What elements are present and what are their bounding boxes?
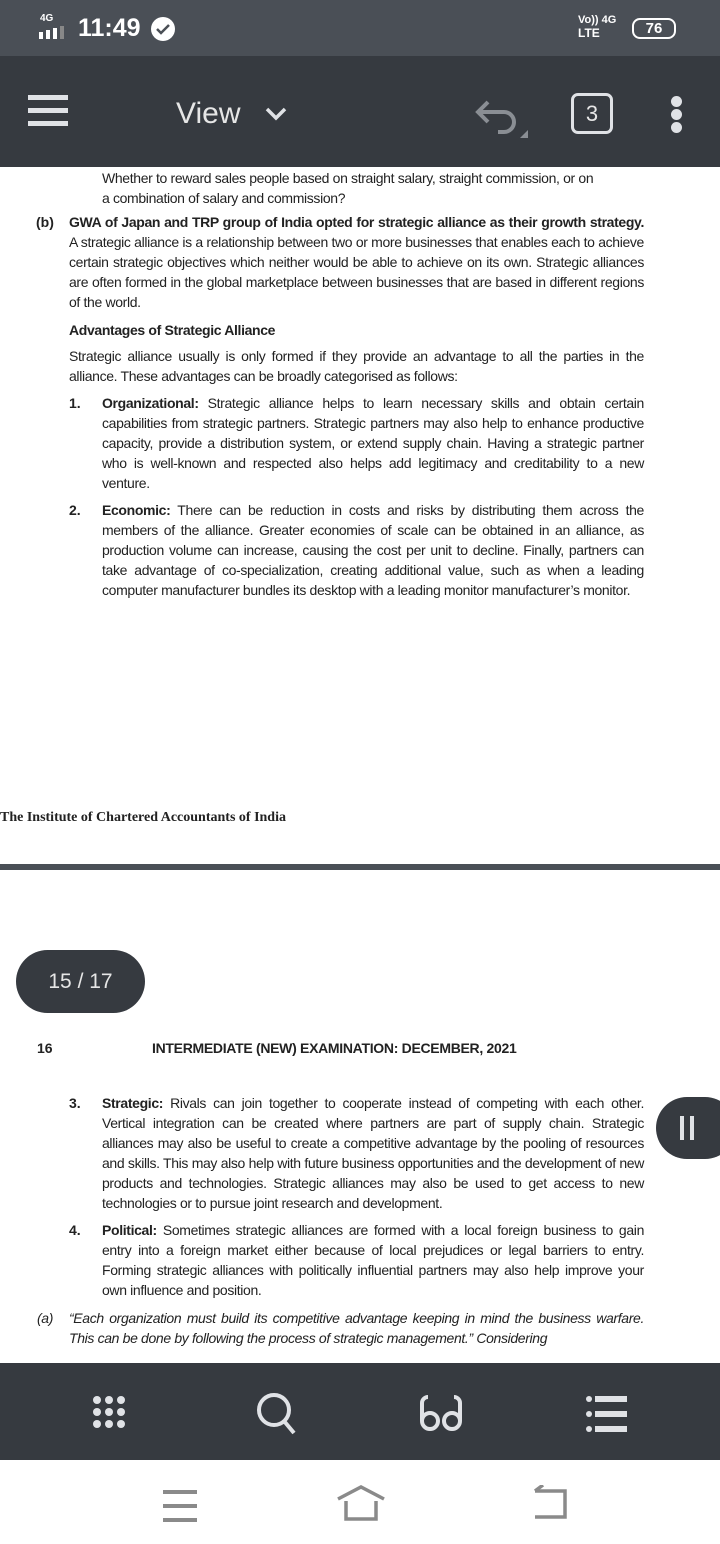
- tabs-button[interactable]: 3: [571, 93, 613, 134]
- item-title: Economic:: [102, 502, 171, 518]
- item-text: Sometimes strategic alliances are formed with a local foreign business to gain entry into a foreign market either because of local prejudices or legal barriers to entry. Forming strategic alliances with politically influential partners may also help improve your own influence and position.: [102, 1222, 644, 1298]
- intro-paragraph: Strategic alliance usually is only formed if they provide an advantage to all the parties in the alliance. These advantages can be broadly categorised as follows:: [69, 348, 644, 384]
- page-number: 16: [37, 1040, 53, 1056]
- clipped-line: Whether to reward sales people based on straight salary, straight commission, or on: [102, 170, 594, 186]
- paragraph-b: [69, 212, 644, 312]
- bottom-toolbar: [0, 1363, 720, 1460]
- a-label: (a): [37, 1310, 54, 1326]
- view-label: View: [176, 97, 241, 130]
- more-vert-icon[interactable]: [668, 96, 684, 132]
- section-heading: Advantages of Strategic Alliance: [69, 322, 276, 338]
- undo-icon[interactable]: [474, 94, 530, 138]
- back-icon[interactable]: [533, 1485, 569, 1525]
- toolbar: [0, 56, 720, 167]
- check-circle-icon: [150, 16, 176, 42]
- outline-list-icon[interactable]: [585, 1395, 629, 1433]
- b-label: (b): [36, 214, 54, 230]
- chevron-down-icon: [264, 104, 288, 124]
- item-number: 2.: [69, 502, 81, 518]
- menu-icon[interactable]: [28, 95, 68, 127]
- item-title: Strategic:: [102, 1095, 164, 1111]
- recent-apps-icon[interactable]: [163, 1488, 199, 1524]
- list-item: [102, 1093, 644, 1213]
- item-number: 1.: [69, 395, 81, 411]
- page-separator: [0, 864, 720, 870]
- drag-handle-icon: [680, 1116, 684, 1140]
- item-text: Rivals can join together to cooperate instead of competing with each other. Vertical integration can be created where partners are part of supply chain. Strategic alliances may also be useful to create a competitive advantage by the pooling of resources and skills. This may also help with future business opportunities and the development of new products and technologies. Strategic alliances may also be used to get access to new technologies or to pursue joint research and development.: [102, 1095, 644, 1211]
- reading-mode-icon[interactable]: [420, 1393, 464, 1435]
- battery-level: 76: [645, 20, 663, 37]
- lte-label: LTE: [578, 26, 600, 40]
- page-footer: The Institute of Chartered Accountants of India: [0, 810, 286, 825]
- home-icon[interactable]: [336, 1485, 386, 1525]
- grid-icon[interactable]: [92, 1395, 128, 1431]
- item-continuation: a combination of salary and commission?: [102, 190, 346, 206]
- page-indicator: 15 / 17: [16, 950, 145, 1013]
- paragraph-a: “Each organization must build its competitive advantage keeping in mind the business warfare. This can be done by following the process of strategic management.” Considering: [69, 1310, 644, 1346]
- volte-label: Vo)) 4G: [578, 14, 617, 26]
- network-label: 4G: [40, 13, 54, 24]
- b-bold: GWA of Japan and TRP group of India opted for strategic alliance as their growth strategy.: [69, 214, 644, 230]
- page-header: INTERMEDIATE (NEW) EXAMINATION: DECEMBER, 2021: [152, 1040, 517, 1056]
- item-text: There can be reduction in costs and risks by distributing them across the members of the alliance. Greater economies of scale can be obtained in an alliance, as production volume can increase, causing the cost per unit to decline. Finally, partners can take advantage of co-specialization, creating additional value, such as when a leading computer manufacturer bundles its desktop with a leading monitor manufacturer’s monitor.: [102, 502, 644, 598]
- item-title: Organizational:: [102, 395, 199, 411]
- item-number: 3.: [69, 1095, 81, 1111]
- scroll-handle[interactable]: [656, 1097, 720, 1159]
- item-number: 4.: [69, 1222, 81, 1238]
- item-title: Political:: [102, 1222, 157, 1238]
- list-item: [102, 1220, 644, 1300]
- search-icon[interactable]: [255, 1391, 299, 1437]
- signal-icon: [39, 26, 71, 40]
- status-bar: [0, 0, 720, 56]
- b-text: A strategic alliance is a relationship between two or more businesses that enables each to achieve certain strategic objectives which neither would be able to achieve on its own. Strategic alliances are often formed in the global marketplace between businesses that are based in different regions of the world.: [69, 234, 644, 310]
- clock: 11:49: [78, 14, 141, 42]
- view-dropdown[interactable]: [176, 94, 288, 134]
- battery-icon: [632, 18, 676, 39]
- system-nav-bar: [0, 1460, 720, 1544]
- list-item: [102, 393, 644, 493]
- list-item: [102, 500, 644, 600]
- item-text: Strategic alliance helps to learn necessary skills and obtain certain capabilities from strategic partners. Strategic partners may also help to enhance productive capacity, provide a distribution system, or extend supply chain. Having a strategic partner who is well-known and respected also helps add legitimacy and creditability to a new venture.: [102, 395, 644, 491]
